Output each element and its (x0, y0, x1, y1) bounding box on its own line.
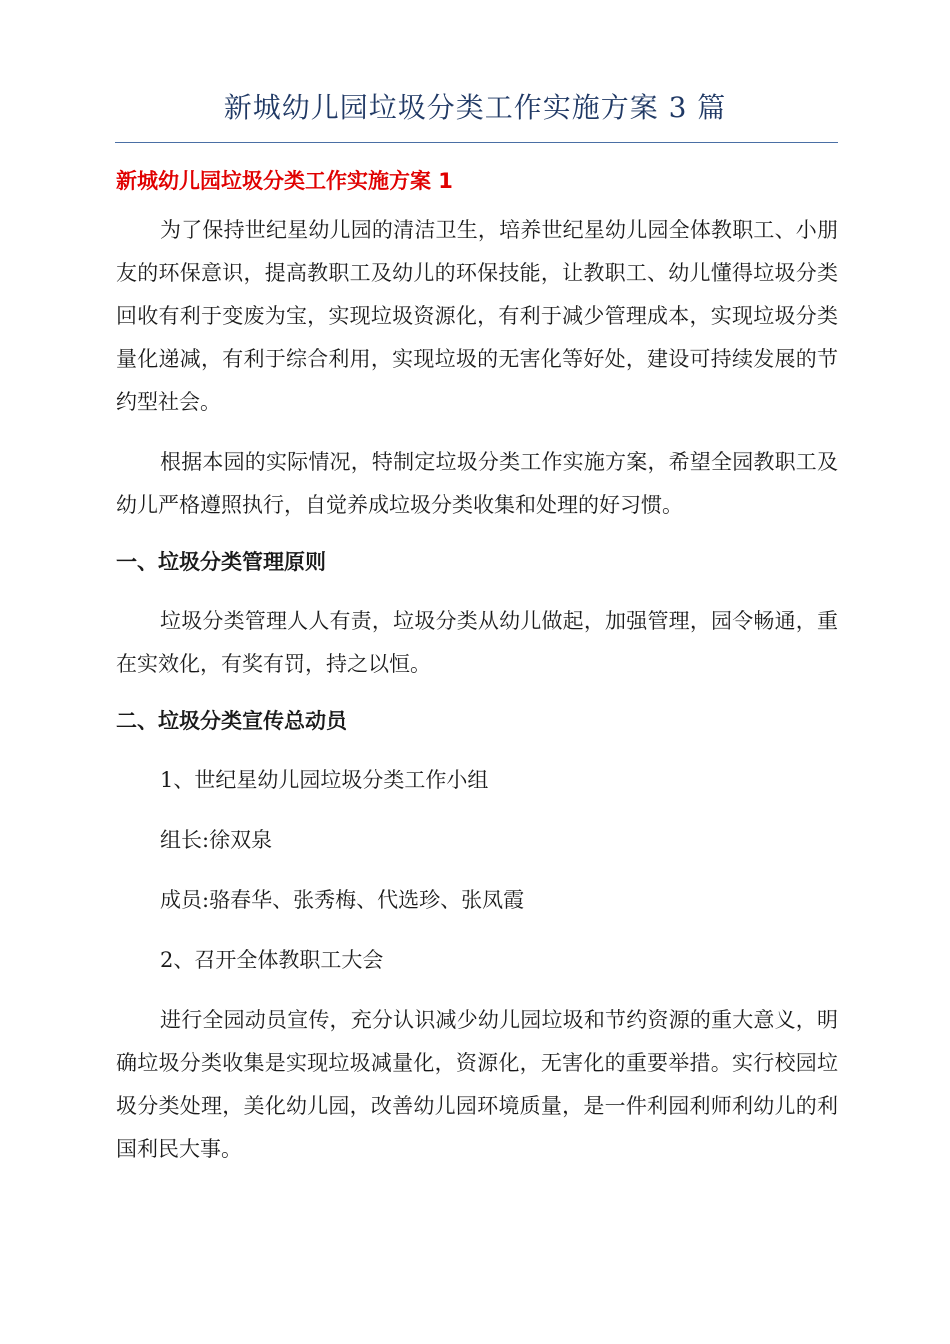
group-leader-line: 组长:徐双泉 (160, 828, 273, 852)
document-body (116, 163, 838, 1188)
meeting-paragraph: 进行全园动员宣传，充分认识减少幼儿园垃圾和节约资源的重大意义，明确垃圾分类收集是实现垃圾减量化，资源化，无害化的重要举措。实行校园垃圾分类处理，美化幼儿园，改善幼儿园环境质量，是一件利园利师利幼儿的利国利民大事。 (116, 1008, 838, 1161)
work-group-item: 1、世纪星幼儿园垃圾分类工作小组 (160, 768, 489, 792)
title-divider (115, 142, 838, 143)
document-title: 新城幼儿园垃圾分类工作实施方案 3 篇 (223, 91, 727, 124)
staff-meeting-item: 2、召开全体教职工大会 (160, 948, 384, 972)
heading-management-principles: 一、垃圾分类管理原则 (116, 550, 326, 574)
principle-paragraph: 垃圾分类管理人人有责，垃圾分类从幼儿做起，加强管理，园令畅通，重在实效化，有奖有罚，持之以恒。 (116, 609, 838, 676)
intro-paragraph: 为了保持世纪星幼儿园的清洁卫生，培养世纪星幼儿园全体教职工、小朋友的环保意识，提高教职工及幼儿的环保技能，让教职工、幼儿懂得垃圾分类回收有利于变废为宝，实现垃圾资源化，有利于减少管理成本，实现垃圾分类量化递减，有利于综合利用，实现垃圾的无害化等好处，建设可持续发展的节约型社会。 (116, 218, 838, 414)
group-members-line: 成员:骆春华、张秀梅、代选珍、张凤霞 (160, 888, 525, 912)
heading-publicity-mobilization: 二、垃圾分类宣传总动员 (116, 709, 347, 733)
purpose-paragraph: 根据本园的实际情况，特制定垃圾分类工作实施方案，希望全园教职工及幼儿严格遵照执行，自觉养成垃圾分类收集和处理的好习惯。 (116, 450, 838, 517)
section-title: 新城幼儿园垃圾分类工作实施方案 1 (116, 169, 453, 193)
